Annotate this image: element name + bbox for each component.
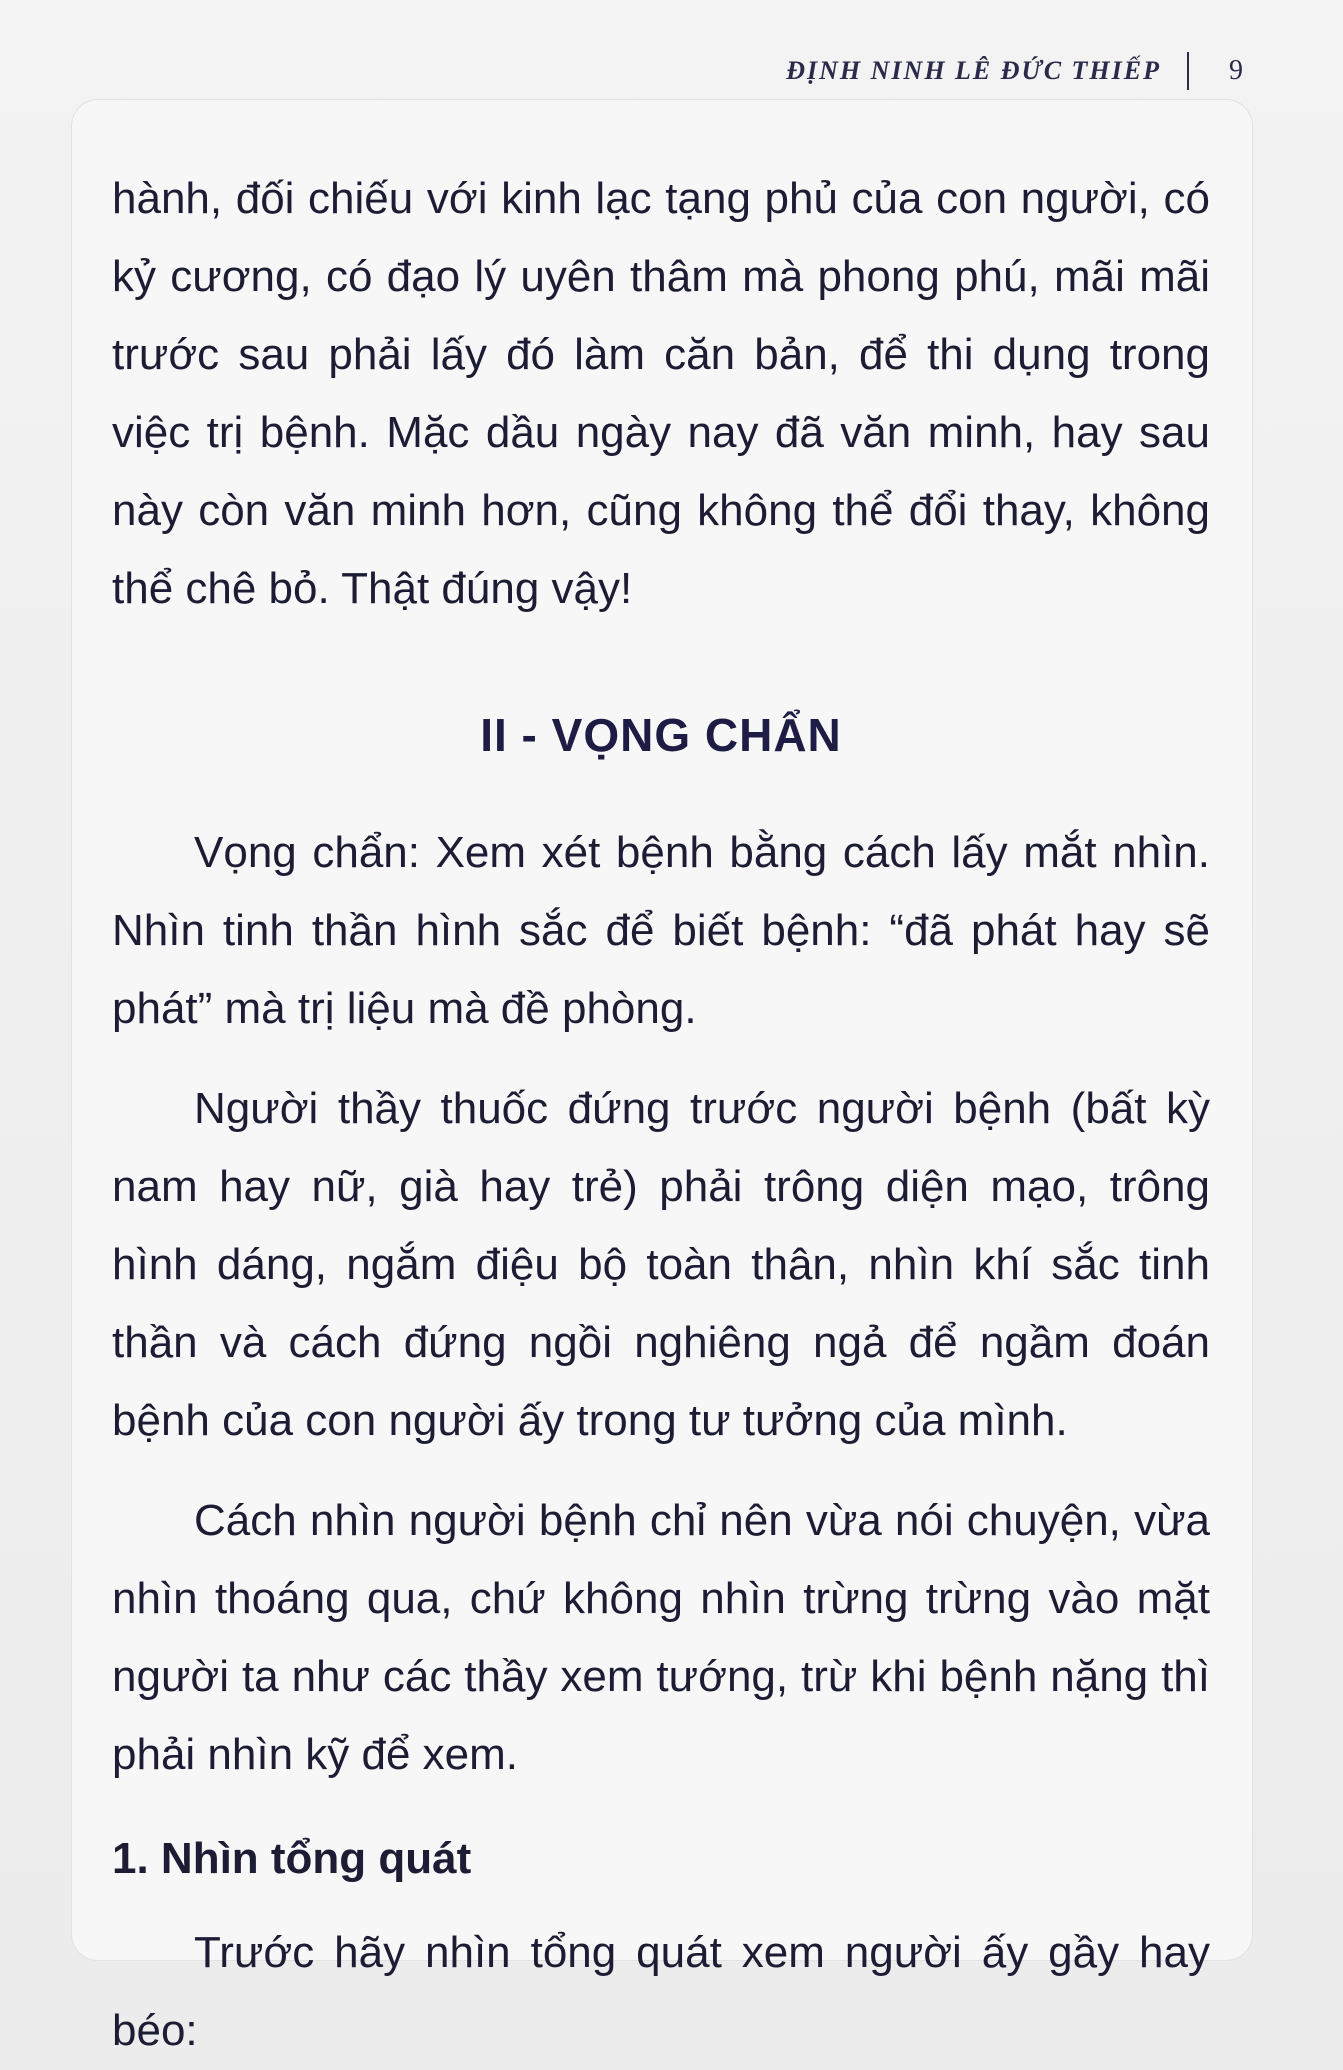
subsection-heading: 1. Nhìn tổng quát: [112, 1834, 472, 1883]
paragraph-intro: hành, đối chiếu với kinh lạc tạng phủ của con người, có kỷ cương, có đạo lý uyên thâm mà phong phú, mãi mãi trước sau phải lấy đó làm căn bản, để thi dụng trong việc trị bệnh. Mặc dầu ngày nay đã văn minh, hay sau này còn văn minh hơn, cũng không thể đổi thay, không thể chê bỏ. Thật đúng vậy!: [112, 174, 1210, 613]
paragraph-thay-thuoc: Người thầy thuốc đứng trước người bệnh (bất kỳ nam hay nữ, già hay trẻ) phải trông diện mạo, trông hình dáng, ngắm điệu bộ toàn thân, nhìn khí sắc tinh thần và cách đứng ngồi nghiêng ngả để ngầm đoán bệnh của con người ấy trong tư tưởng của mình.: [112, 1084, 1210, 1445]
paragraph-gap: [112, 1460, 1210, 1482]
running-header: [786, 52, 1243, 90]
header-divider: [1187, 52, 1189, 90]
paragraph-cach-nhin: Cách nhìn người bệnh chỉ nên vừa nói chuyện, vừa nhìn thoáng qua, chứ không nhìn trừng trừng vào mặt người ta như các thầy xem tướng, trừ khi bệnh nặng thì phải nhìn kỹ để xem.: [112, 1496, 1210, 1779]
section-heading: II - VỌNG CHẨN: [480, 709, 842, 761]
page-body: [112, 160, 1210, 2070]
paragraph-vong-chan: Vọng chẩn: Xem xét bệnh bằng cách lấy mắt nhìn. Nhìn tinh thần hình sắc để biết bệnh: “đã phát hay sẽ phát” mà trị liệu mà đề phòng.: [112, 828, 1210, 1033]
page-number: 9: [1229, 55, 1243, 86]
paragraph-tong-quat: Trước hãy nhìn tổng quát xem người ấy gầy hay béo:: [112, 1928, 1210, 2055]
paragraph-gap: [112, 1048, 1210, 1070]
running-title: ĐỊNH NINH LÊ ĐỨC THIẾP: [786, 56, 1161, 85]
